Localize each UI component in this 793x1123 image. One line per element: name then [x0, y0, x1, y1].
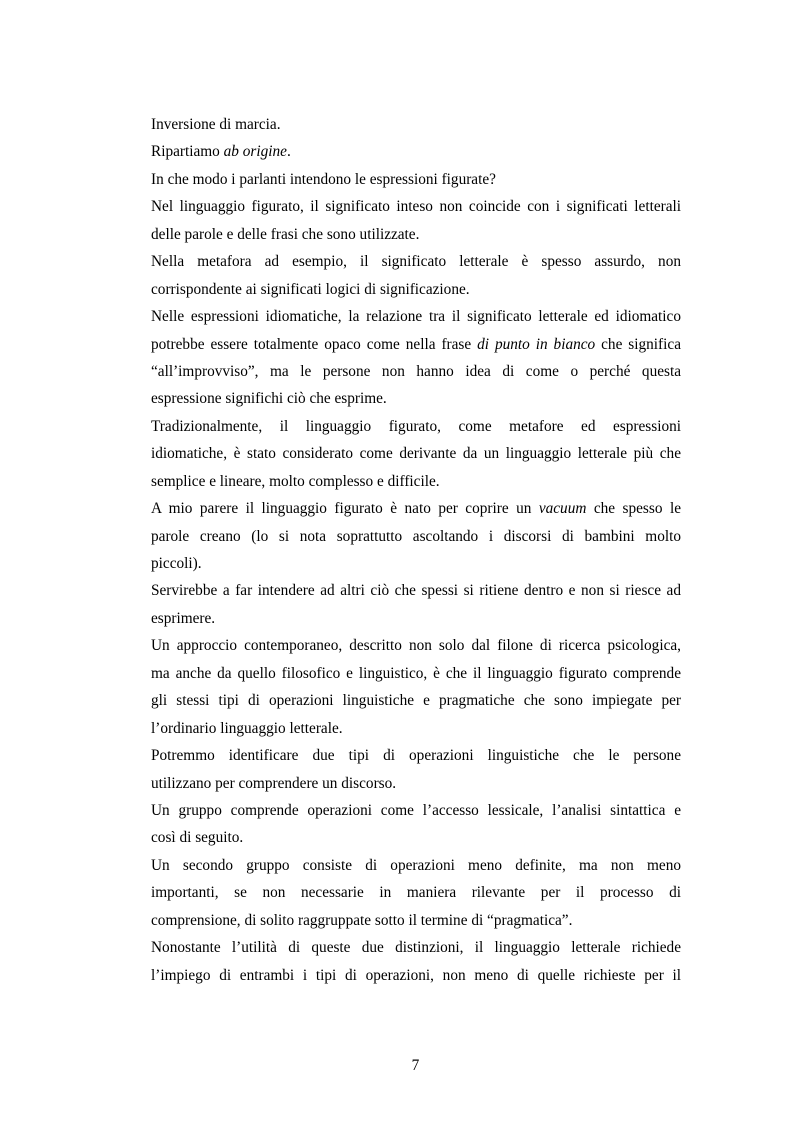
text-line: Potremmo identificare due tipi di operazioni linguistiche che le persone [151, 747, 681, 765]
text-line: “all’improvviso”, ma le persone non hanno idea di come o perché questa [151, 362, 681, 380]
text-line: l’ordinario linguaggio letterale. [151, 719, 343, 737]
text-line: gli stessi tipi di operazioni linguistiche e pragmatiche che sono impiegate per [151, 692, 681, 710]
italic-phrase: vacuum [538, 500, 587, 518]
text-line: importanti, se non necessarie in maniera rilevante per il processo di [151, 884, 681, 902]
text-line: Inversione di marcia. [151, 116, 281, 133]
text-line: così di seguito. [151, 829, 244, 847]
body-text [151, 111, 681, 989]
text-line: l’impiego di entrambi i tipi di operazioni, non meno di quelle richieste per il [151, 966, 681, 984]
text-line: corrispondente ai significati logici di significazione. [151, 280, 470, 298]
text-line: Nel linguaggio figurato, il significato inteso non coincide con i significati letterali [151, 198, 681, 216]
text-line: In che modo i parlanti intendono le espressioni figurate? [151, 170, 496, 188]
text-line: Nelle espressioni idiomatiche, la relazione tra il significato letterale ed idiomatico [151, 308, 681, 326]
text-line: utilizzano per comprendere un discorso. [151, 774, 397, 792]
text-line: ma anche da quello filosofico e linguistico, è che il linguaggio figurato comprende [151, 664, 681, 682]
text-line: Un gruppo comprende operazioni come l’accesso lessicale, l’analisi sintattica e [151, 801, 681, 819]
text-line: espressione significhi ciò che esprime. [151, 390, 387, 408]
text-line: esprimere. [151, 609, 216, 627]
text-line: parole creano (lo si nota soprattutto ascoltando i discorsi di bambini molto [151, 527, 681, 545]
text-line: Servirebbe a far intendere ad altri ciò che spessi si ritiene dentro e non si riesce ad [151, 582, 681, 600]
text-line: semplice e lineare, molto complesso e difficile. [151, 472, 440, 490]
text-line: Nonostante l’utilità di queste due distinzioni, il linguaggio letterale richiede [151, 939, 681, 957]
page-number: 7 [411, 1057, 420, 1074]
text-line: piccoli). [151, 555, 202, 572]
text-line: delle parole e delle frasi che sono utilizzate. [151, 225, 420, 243]
text-line: idiomatiche, è stato considerato come derivante da un linguaggio letterale più che [151, 445, 681, 463]
text-line: A mio parere il linguaggio figurato è nato per coprire un vacuum che spesso le [151, 500, 681, 518]
text-line: Ripartiamo ab origine. [151, 143, 291, 161]
italic-phrase: ab origine [223, 143, 287, 161]
text-line: Tradizionalmente, il linguaggio figurato, come metafore ed espressioni [151, 417, 681, 435]
text-line: comprensione, di solito raggruppate sotto il termine di “pragmatica”. [151, 911, 573, 929]
text-line: Un approccio contemporaneo, descritto non solo dal filone di ricerca psicologica, [151, 637, 681, 655]
text-line: potrebbe essere totalmente opaco come nella frase di punto in bianco che significa [151, 335, 681, 353]
text-line: Nella metafora ad esempio, il significato letterale è spesso assurdo, non [151, 253, 681, 271]
text-line: Un secondo gruppo consiste di operazioni meno definite, ma non meno [151, 856, 681, 874]
italic-phrase: di punto in bianco [477, 335, 596, 353]
